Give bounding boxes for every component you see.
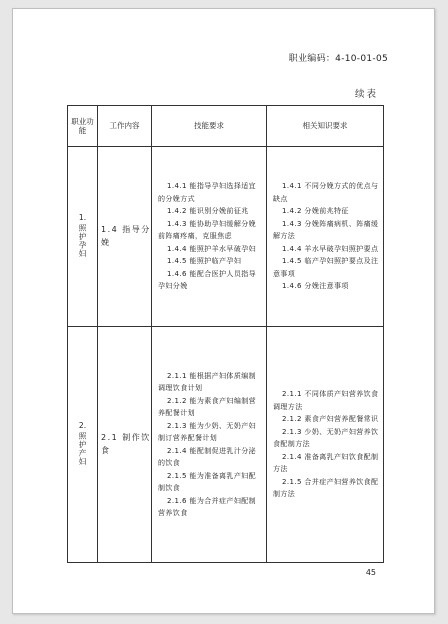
skill-item: 2.1.2 能为素食产妇编制营养配餐计划 xyxy=(158,396,257,417)
continued-label: 续表 xyxy=(354,89,378,100)
skill-item: 1.4.4 能照护羊水早破孕妇 xyxy=(167,244,257,253)
column-header: 职业功能 xyxy=(68,106,98,147)
function-cell xyxy=(68,147,98,327)
knowledge-cell xyxy=(267,147,384,327)
skills-table xyxy=(67,105,384,563)
work-content-cell: 1.4 指导分娩 xyxy=(98,147,152,327)
knowledge-item: 1.4.6 分娩注意事项 xyxy=(282,282,349,291)
knowledge-cell xyxy=(267,327,384,563)
skill-item: 1.4.3 能协助孕妇缓解分娩前阵痛疼痛，克服焦虑 xyxy=(158,219,257,241)
table-row xyxy=(68,327,384,563)
table-row xyxy=(68,147,384,327)
occupation-code: 职业编码：4-10-01-05 xyxy=(288,54,388,64)
knowledge-item: 2.1.1 不同体质产妇营养饮食调理方法 xyxy=(273,390,379,411)
knowledge-item: 1.4.3 分娩阵痛病机、阵痛缓解方法 xyxy=(273,219,379,241)
skill-item: 1.4.6 能配合医护人员指导孕妇分娩 xyxy=(158,269,257,291)
function-name: 照护产妇 xyxy=(78,432,87,466)
knowledge-item: 2.1.5 合并症产妇营养饮食配制方法 xyxy=(273,477,379,499)
skill-item: 1.4.1 能指导孕妇选择适宜的分娩方式 xyxy=(158,182,257,203)
knowledge-item: 1.4.5 临产孕妇照护要点及注意事项 xyxy=(273,257,379,278)
function-number: 2. xyxy=(78,421,87,430)
skill-item: 1.4.5 能照护临产孕妇 xyxy=(167,257,242,266)
skill-item: 2.1.1 能根据产妇体质编制调理饮食计划 xyxy=(158,371,257,392)
function-cell xyxy=(68,327,98,563)
function-number: 1. xyxy=(78,213,87,222)
skills-cell xyxy=(152,147,267,327)
knowledge-item: 2.1.4 准备离乳产妇饮食配制方法 xyxy=(273,452,379,474)
column-header: 相关知识要求 xyxy=(267,106,384,147)
page-number: 45 xyxy=(365,568,376,577)
knowledge-item: 1.4.2 分娩前兆特征 xyxy=(282,207,349,216)
skill-item: 2.1.3 能为少奶、无奶产妇制订营养配餐计划 xyxy=(158,421,257,442)
skills-cell xyxy=(152,327,267,563)
knowledge-item: 2.1.2 素食产妇营养配餐常识 xyxy=(282,415,379,424)
function-name: 照护孕妇 xyxy=(78,224,87,258)
knowledge-item: 1.4.1 不同分娩方式的优点与缺点 xyxy=(273,182,379,203)
column-header: 技能要求 xyxy=(152,106,267,147)
knowledge-item: 1.4.4 羊水早破孕妇照护要点 xyxy=(282,244,379,253)
skill-item: 1.4.2 能识别分娩前征兆 xyxy=(167,207,249,216)
document-page xyxy=(12,8,435,614)
skill-item: 2.1.6 能为合并症产妇配制营养饮食 xyxy=(158,496,257,517)
knowledge-item: 2.1.3 少奶、无奶产妇营养饮食配制方法 xyxy=(273,427,379,449)
skill-item: 2.1.5 能为准备离乳产妇配制饮食 xyxy=(158,471,257,492)
skill-item: 2.1.4 能配制促进乳汁分泌的饮食 xyxy=(158,446,257,467)
column-header: 工作内容 xyxy=(98,106,152,147)
table-header-row xyxy=(68,106,384,147)
work-content-cell: 2.1 制作饮食 xyxy=(98,327,152,563)
